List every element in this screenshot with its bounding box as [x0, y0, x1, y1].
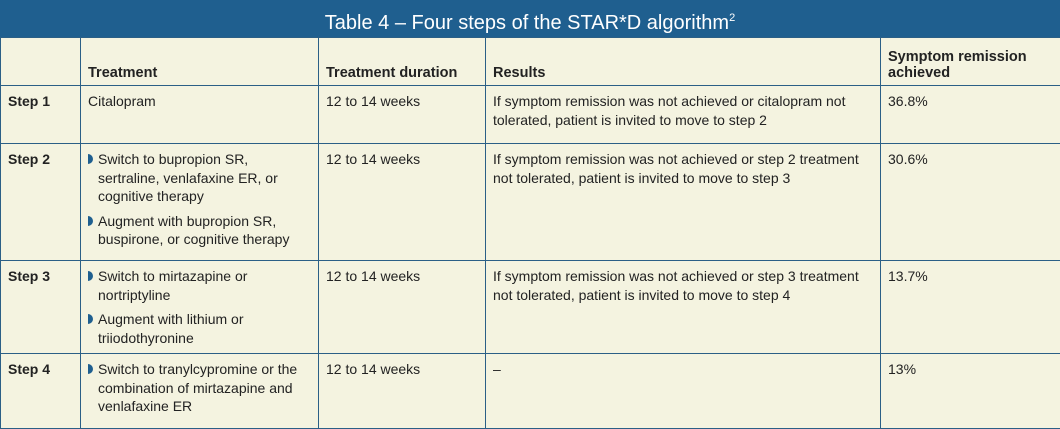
treatment-cell: Citalopram [81, 86, 319, 144]
step-label: Step 3 [1, 261, 81, 354]
star-d-table [0, 37, 1060, 429]
treatment-option-text: Augment with bupropion SR, buspirone, or cognitive therapy [98, 212, 310, 249]
table-row [1, 354, 1060, 429]
header-results: Results [486, 38, 881, 86]
half-circle-bullet-icon [88, 364, 93, 374]
header-row [1, 38, 1060, 86]
step-label: Step 4 [1, 354, 81, 429]
treatment-option [88, 267, 310, 304]
table-title [0, 0, 1060, 37]
header-treatment: Treatment [81, 38, 319, 86]
remission-cell: 13% [881, 354, 1060, 429]
remission-cell: 13.7% [881, 261, 1060, 354]
remission-cell: 30.6% [881, 144, 1060, 261]
treatment-option-text: Switch to bupropion SR, sertraline, venlafaxine ER, or cognitive therapy [98, 150, 310, 206]
table-row [1, 86, 1060, 144]
treatment-option-text: Switch to mirtazapine or nortriptyline [98, 267, 310, 304]
half-circle-bullet-icon [88, 154, 93, 164]
table-title-text: Table 4 – Four steps of the STAR*D algorithm [325, 12, 729, 34]
results-cell: If symptom remission was not achieved or step 2 treatment not tolerated, patient is invited to move to step 3 [486, 144, 881, 261]
results-cell: If symptom remission was not achieved or step 3 treatment not tolerated, patient is invited to move to step 4 [486, 261, 881, 354]
duration-cell: 12 to 14 weeks [319, 144, 486, 261]
step-label: Step 1 [1, 86, 81, 144]
results-cell: – [486, 354, 881, 429]
step-label: Step 2 [1, 144, 81, 261]
treatment-option-text: Switch to tranylcypromine or the combination of mirtazapine and venlafaxine ER [98, 360, 310, 416]
half-circle-bullet-icon [88, 314, 93, 324]
half-circle-bullet-icon [88, 271, 93, 281]
results-cell: If symptom remission was not achieved or citalopram not tolerated, patient is invited to move to step 2 [486, 86, 881, 144]
half-circle-bullet-icon [88, 216, 93, 226]
table-row [1, 261, 1060, 354]
header-duration: Treatment duration [319, 38, 486, 86]
footnote-reference: 2 [729, 12, 735, 24]
header-remission: Symptom remission achieved [881, 38, 1060, 86]
treatment-cell [81, 144, 319, 261]
remission-cell: 36.8% [881, 86, 1060, 144]
treatment-option-text: Augment with lithium or triiodothyronine [98, 310, 310, 347]
duration-cell: 12 to 14 weeks [319, 354, 486, 429]
treatment-option [88, 360, 310, 416]
treatment-cell [81, 261, 319, 354]
header-step [1, 38, 81, 86]
duration-cell: 12 to 14 weeks [319, 86, 486, 144]
treatment-option [88, 212, 310, 249]
duration-cell: 12 to 14 weeks [319, 261, 486, 354]
table-row [1, 144, 1060, 261]
treatment-option [88, 150, 310, 206]
treatment-cell [81, 354, 319, 429]
treatment-option [88, 310, 310, 347]
